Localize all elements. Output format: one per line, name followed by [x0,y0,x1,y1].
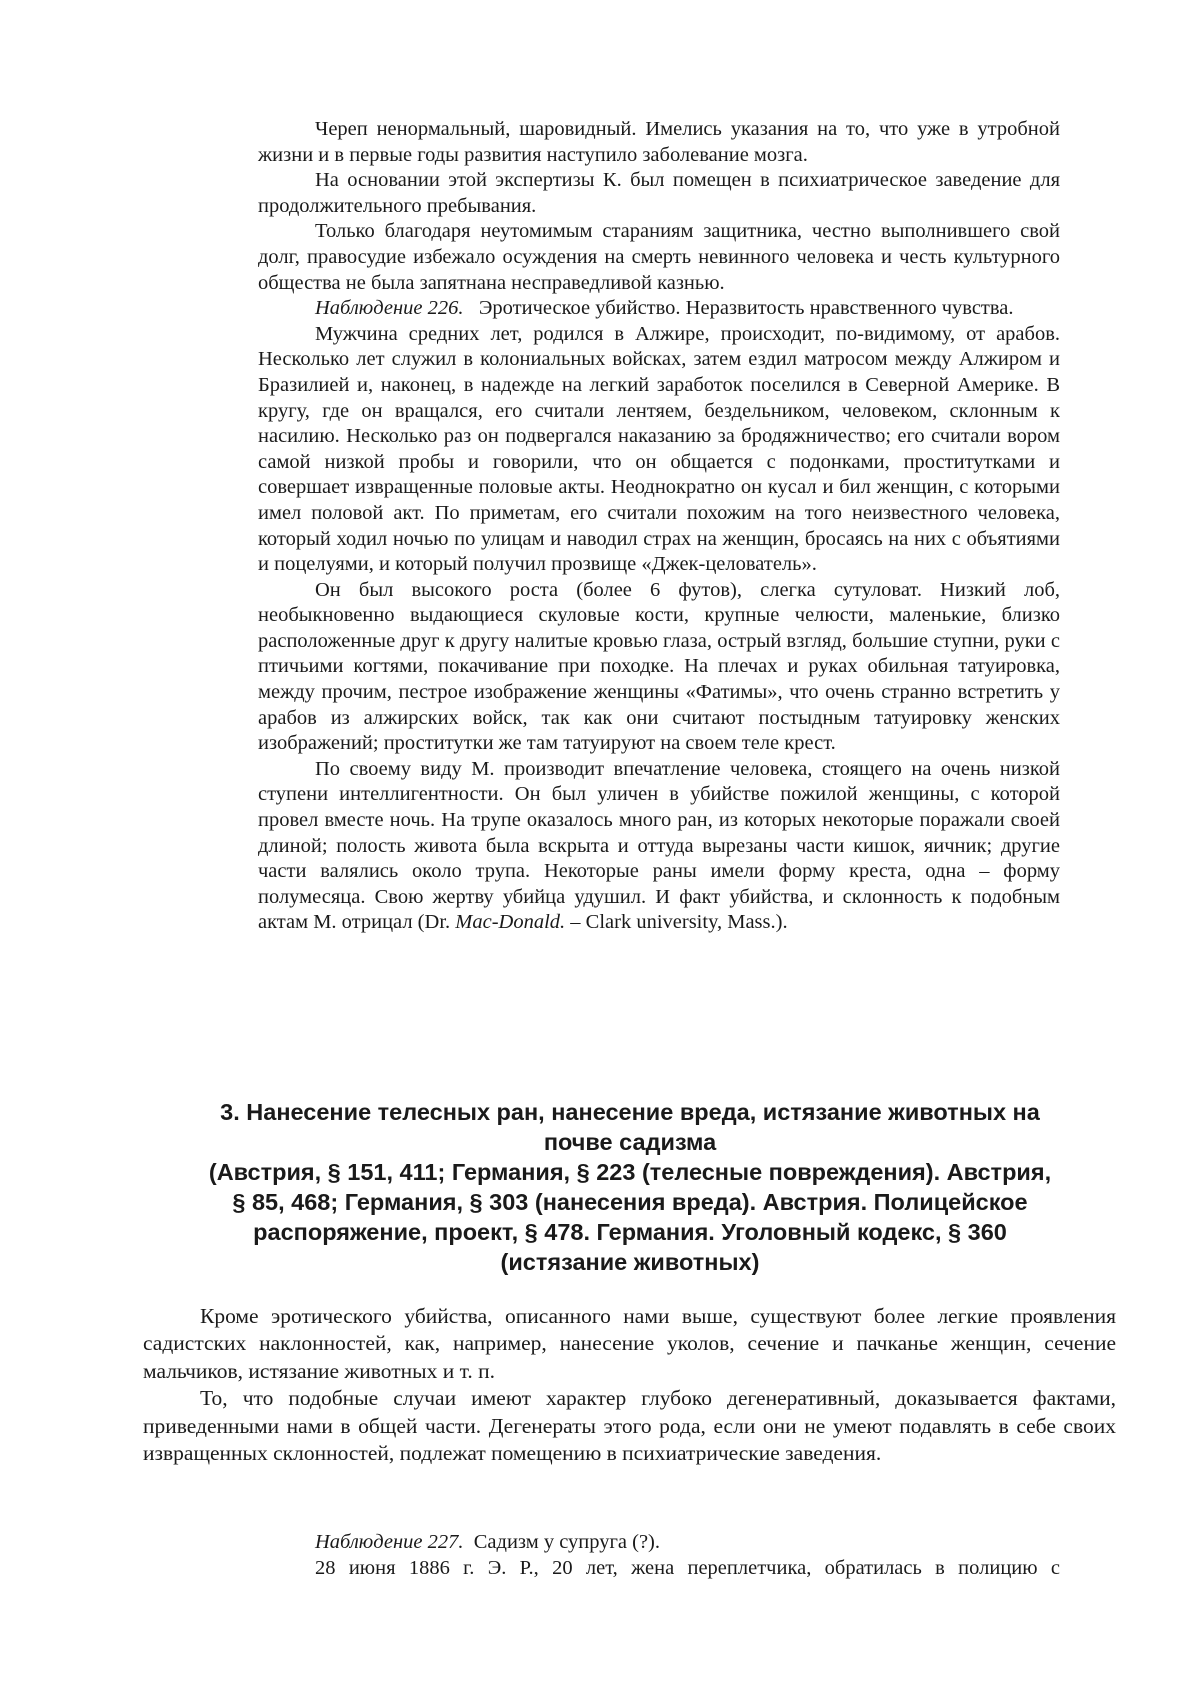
top-text-block [258,117,1060,936]
heading-line: почве садизма [543,1129,717,1155]
heading-line: § 85, 468; Германия, § 303 (нанесения вреда). Австрия. Полицейское [232,1189,1028,1215]
section-3-heading [130,1097,1130,1277]
paragraph-degenerative: То, что подобные случаи имеют характер глубоко дегенеративный, доказывается фактами, приведенными нами в общей части. Дегенераты этого рода, если они не умеют подавлять в себе своих извращенных склонностей, подлежат помещению в психиатрические заведения. [143,1386,1116,1466]
observation-226-title: Эротическое убийство. Неразвитость нравственного чувства. [478,297,1014,320]
heading-line: (истязание животных) [500,1249,760,1275]
heading-line: распоряжение, проект, § 478. Германия. Уголовный кодекс, § 360 [253,1219,1007,1245]
heading-line: (Австрия, § 151, 411; Германия, § 223 (телесные повреждения). Австрия, [208,1159,1052,1185]
paragraph-defender: Только благодаря неутомимым стараниям защитника, честно выполнившего свой долг, правосудие избежало осуждения на смерть невинного человека и честь культурного общества не была запятнана несправедливой казнью. [258,220,1060,294]
paragraph-man-description: Мужчина средних лет, родился в Алжире, происходит, по-видимому, от арабов. Несколько лет служил в колониальных войсках, затем ездил матросом между Алжиром и Бразилией и, наконец, в надежде на легкий заработок поселился в Северной Америке. В кругу, где он вращался, его считали лентяем, бездельником, человеком, склонным к насилию. Несколько раз он подвергался наказанию за бродяжничество; его считали вором самой низкой пробы и говорили, что он общается с подонками, проститутками и совершает извращенные половые акты. Неоднократно он кусал и бил женщин, с которыми имел половой акт. По приметам, его считали похожим на того неизвестного человека, который ходил ночью по улицам и наводил страх на женщин, бросаясь на них с объятиями и поцелуями, и который получил прозвище «Джек-целователь». [258,322,1060,576]
author-reference: Mac-Donald. [455,911,566,934]
paragraph-appearance: Он был высокого роста (более 6 футов), слегка сутуловат. Низкий лоб, необыкновенно выдающиеся скуловые кости, крупные челюсти, маленькие, близко расположенные друг к другу налитые кровью глаза, острый взгляд, большие ступни, руки с птичьими когтями, покачивание при походке. На плечах и руках обильная татуировка, между прочим, пестрое изображение женщины «Фатимы», что очень странно встретить у арабов из алжирских войск, так как они считают постыдным татуировку женских изображений; проститутки же там татуируют на своем теле крест. [258,578,1060,755]
observation-227-first-line: 28 июня 1886 г. Э. Р., 20 лет, жена переплетчика, обратилась в полицию с [315,1556,1060,1579]
section-3-body [143,1303,1116,1467]
observation-226-label: Наблюдение 226. [315,297,464,320]
observation-227-label: Наблюдение 227. [315,1531,464,1553]
observation-227-heading [258,1530,1060,1556]
paragraph-lighter-forms: Кроме эротического убийства, описанного нами выше, существуют более легкие проявления садистских наклонностей, как, например, нанесение уколов, сечение и пачканье женщин, сечение мальчиков, истязание животных и т. п. [143,1304,1116,1383]
heading-line: 3. Нанесение телесных ран, нанесение вреда, истязание животных на [220,1099,1040,1125]
source-reference: – Clark university, Mass.). [570,911,788,934]
observation-226-heading [258,296,1060,322]
paragraph-expertise: На основании этой экспертизы К. был помещен в психиатрическое заведение для продолжительного пребывания. [258,169,1060,217]
observation-227-title: Садизм у супруга (?). [473,1531,660,1553]
paragraph-skull: Череп ненормальный, шаровидный. Имелись указания на то, что уже в утробной жизни и в первые годы развития наступило заболевание мозга. [258,118,1060,166]
paragraph-murder-text: По своему виду М. производит впечатление человека, стоящего на очень низкой ступени интеллигентности. Он был уличен в убийстве пожилой женщины, с которой провел вместе ночь. На трупе оказалось много ран, из которых некоторые поражали своей длиной; полость живота была вскрыта и оттуда вырезаны части кишок, яичник; другие части валялись около трупа. Некоторые раны имели форму креста, одна – форму полумесяца. Свою жертву убийца удушил. И факт убийства, и склонность к подобным актам М. отрицал (Dr. [258,757,1060,934]
paragraph-murder [258,757,1060,936]
observation-227-block [258,1530,1060,1581]
